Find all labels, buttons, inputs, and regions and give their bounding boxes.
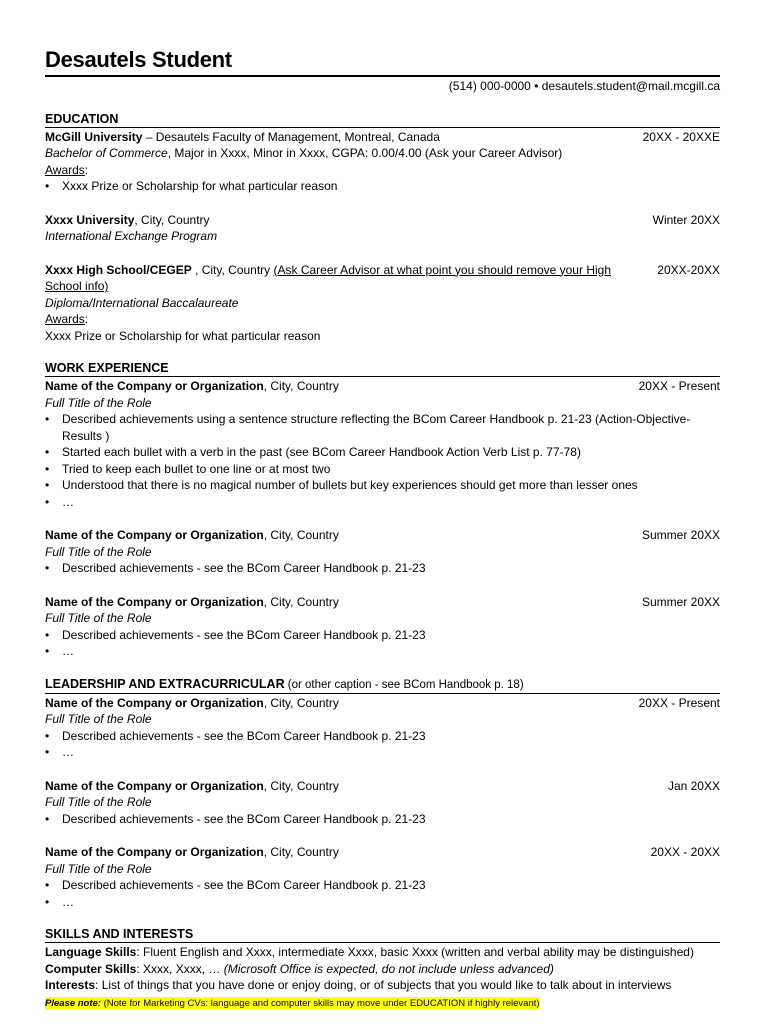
entry-date: 20XX - Present [638,695,720,710]
achievement-list [45,411,720,510]
institution-name: McGill University [45,129,143,144]
resume-name: Desautels Student [45,47,232,72]
entry-header [45,695,720,712]
organization-location: , City, Country [263,594,339,609]
list-item: • Tried to keep each bullet to one line or at most two [45,461,720,478]
interests [45,977,720,994]
award-text: Xxxx Prize or Scholarship for what particular reason [45,328,321,343]
entry-header [45,378,720,395]
entry-header [45,527,720,544]
name-divider [45,75,720,77]
role-title: Full Title of the Role [45,395,152,410]
entry-header [45,594,720,611]
achievement-list [45,560,720,577]
list-item: • … [45,744,720,761]
list-item: • Described achievements - see the BCom Career Handbook p. 21-23 [45,811,720,828]
education-heading: EDUCATION [45,111,119,126]
list-item: • … [45,643,720,660]
organization-name: Name of the Company or Organization [45,845,264,859]
leadership-title: LEADERSHIP AND EXTRACURRICULAR [45,676,285,691]
work-divider [45,376,720,377]
organization-name: Name of the Company or Organization [45,379,264,393]
contact-info: (514) 000-0000 • desautels.student@mail.mcgill.ca [448,79,720,93]
list-item: • Described achievements - see the BCom Career Handbook p. 21-23 [45,728,720,745]
list-item: • Described achievements - see the BCom Career Handbook p. 21-23 [45,560,720,577]
computer-skills [45,961,720,978]
leadership-entry [45,695,720,761]
organization-name: Name of the Company or Organization [45,778,264,793]
education-divider [45,127,720,128]
leadership-divider [45,693,720,694]
list-item: • … [45,894,720,911]
list-item: • Described achievements using a sentence structure reflecting the BCom Career Handbook p. 21-23 (Action-Objective-Results ) [45,411,720,444]
organization-name: Name of the Company or Organization [45,695,264,710]
entry-date: Jan 20XX [667,778,720,793]
interests-label: Interests [45,978,96,992]
work-entry [45,378,720,510]
organization-location: , City, Country [263,845,339,859]
role-title: Full Title of the Role [45,712,152,726]
program-name: International Exchange Program [45,229,218,243]
entry-date: 20XX - 20XX [650,845,720,859]
role-title: Full Title of the Role [45,611,152,625]
entry-header [45,844,720,861]
entry-date: Winter 20XX [652,212,720,227]
diploma-name: Diploma/International Baccalaureate [45,295,239,310]
work-entry [45,527,720,577]
awards-colon: : [84,312,89,326]
list-item: • Described achievements - see the BCom Career Handbook p. 21-23 [45,627,720,644]
achievement-list [45,811,720,828]
organization-location: , City, Country [263,379,339,393]
awards-label: Awards [45,312,85,326]
entry-date: 20XX - Present [638,379,720,393]
computer-skills-text: : Xxxx, Xxxx, … [136,961,224,976]
entry-date: Summer 20XX [641,594,720,609]
achievement-list [45,728,720,761]
awards-colon: : [84,162,89,177]
leadership-entry [45,844,720,910]
organization-location: , City, Country [263,695,339,710]
education-entry [45,262,720,345]
leadership-heading [45,676,720,693]
list-item: • Understood that there is no magical number of bullets but key experiences should get more than lesser ones [45,477,720,494]
awards-label: Awards [45,162,85,177]
list-item: • Started each bullet with a verb in the past (see BCom Career Handbook Action Verb List p. 77-78) [45,444,720,461]
work-entry [45,594,720,660]
work-heading: WORK EXPERIENCE [45,361,169,375]
note-label: Please note: [45,997,101,1009]
highlighted-note [45,997,540,1010]
role-title: Full Title of the Role [45,544,152,559]
organization-name: Name of the Company or Organization [45,528,264,542]
institution-detail: – Desautels Faculty of Management, Montreal, Canada [142,129,440,144]
marketing-note [45,994,720,1011]
achievement-list [45,877,720,910]
degree-name: Bachelor of Commerce [45,146,168,160]
role-title: Full Title of the Role [45,795,152,809]
awards-list [45,178,720,195]
list-item: • … [45,494,720,511]
education-entry [45,212,720,245]
education-entry [45,129,720,195]
language-skills-text: : Fluent English and Xxxx, intermediate Xxxx, basic Xxxx (written and verbal ability may be distinguished) [136,945,694,959]
entry-header [45,212,720,229]
entry-header [45,778,720,795]
computer-skills-note: (Microsoft Office is expected, do not include unless advanced) [223,961,554,976]
institution-name: Xxxx High School/CEGEP [45,262,192,277]
computer-skills-label: Computer Skills [45,961,137,976]
list-item: • Xxxx Prize or Scholarship for what particular reason [45,178,720,195]
entry-date: Summer 20XX [641,528,720,542]
entry-header [45,129,720,146]
interests-text: : List of things that you have done or enjoy doing, or of subjects that you would like to talk about in interviews [95,978,672,992]
institution-name: Xxxx University [45,212,135,227]
organization-location: , City, Country [263,528,339,542]
entry-date: 20XX - 20XXE [642,129,720,144]
institution-detail: , City, Country [134,212,210,227]
list-item: • Described achievements - see the BCom Career Handbook p. 21-23 [45,877,720,894]
achievement-list [45,627,720,660]
role-title: Full Title of the Role [45,861,152,876]
entry-header [45,262,720,295]
leadership-entry [45,778,720,828]
degree-detail: , Major in Xxxx, Minor in Xxxx, CGPA: 0.00/4.00 (Ask your Career Advisor) [167,146,563,160]
note-text: (Note for Marketing CVs: language and computer skills may move under EDUCATION if highly relevant) [100,997,540,1009]
organization-name: Name of the Company or Organization [45,594,264,609]
language-skills [45,944,720,961]
skills-heading: SKILLS AND INTERESTS [45,927,194,941]
language-skills-label: Language Skills [45,945,137,959]
leadership-caption: (or other caption - see BCom Handbook p. 18) [284,678,524,691]
institution-detail: , City, Country [191,262,274,277]
entry-date: 20XX-20XX [657,262,720,277]
skills-divider [45,942,720,943]
organization-location: , City, Country [263,778,339,793]
advisor-note: (Ask Career Advisor at what point you should remove your High School info) [45,262,611,293]
